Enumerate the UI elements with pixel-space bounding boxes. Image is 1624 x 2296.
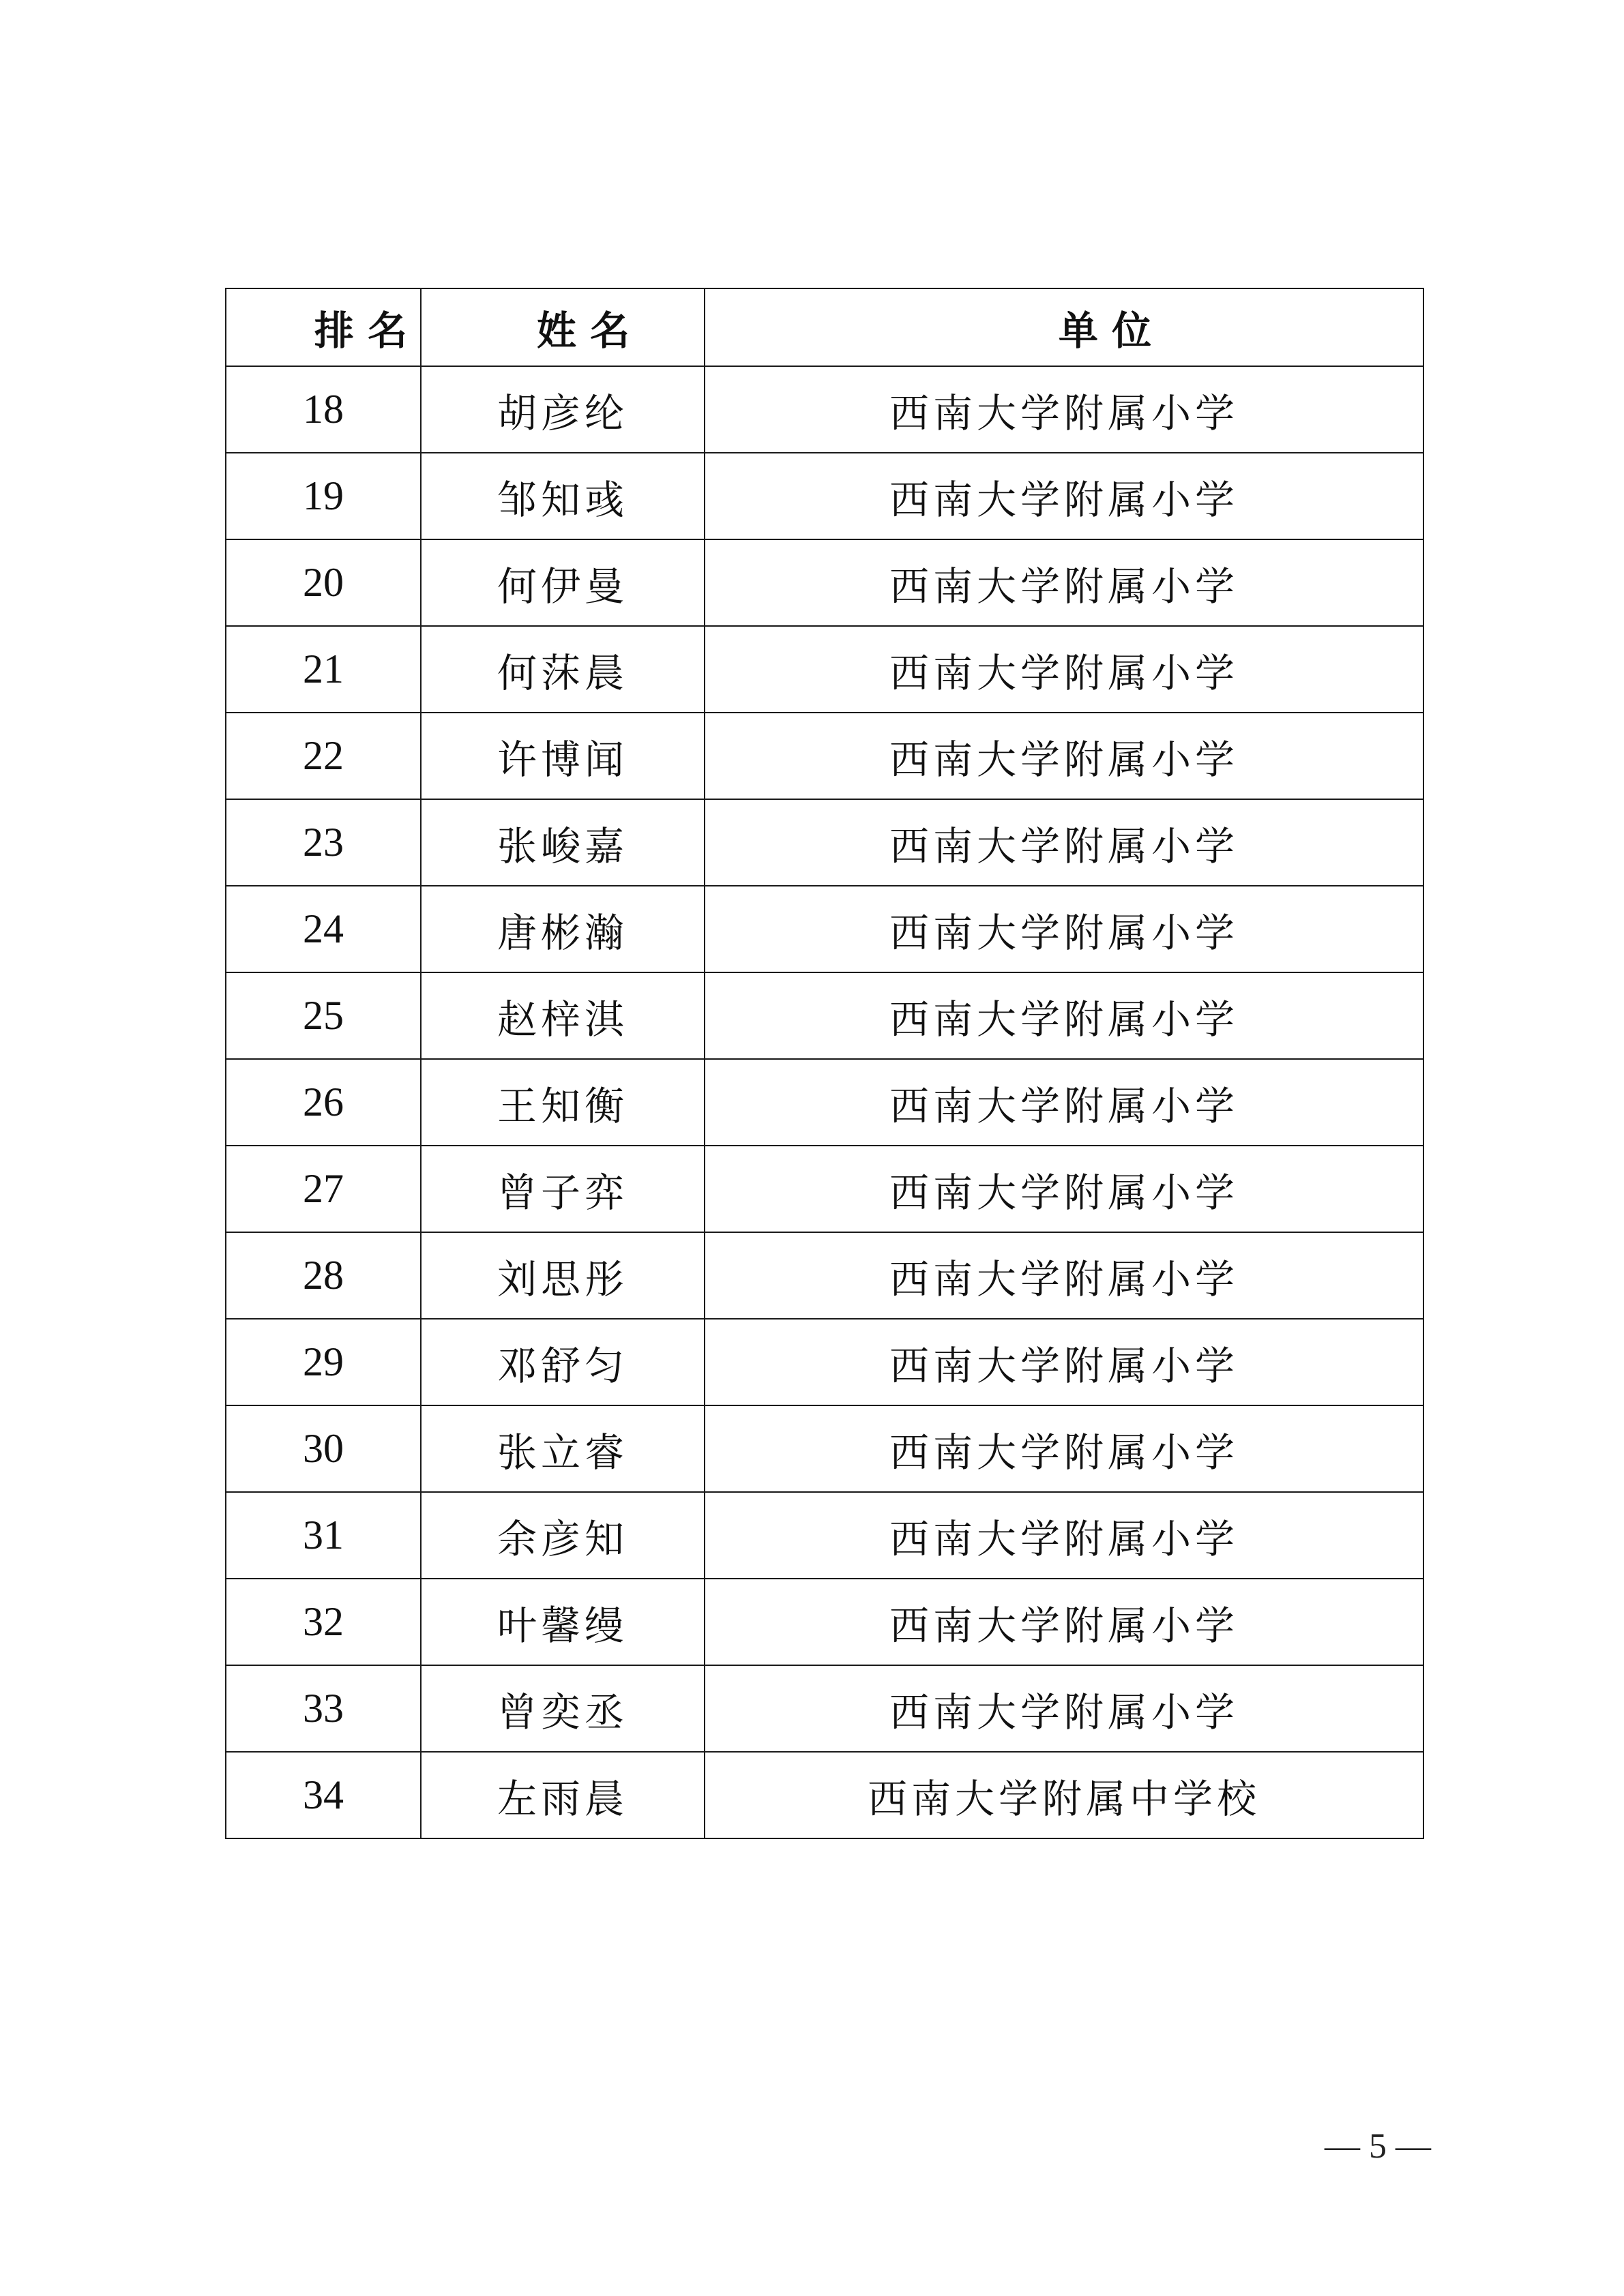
- rank-cell: 31: [226, 1492, 421, 1579]
- name-cell: 刘思彤: [421, 1232, 705, 1319]
- rank-cell: 19: [226, 453, 421, 539]
- rank-cell: 22: [226, 713, 421, 799]
- name-cell: 曾子弈: [421, 1146, 705, 1232]
- rank-cell: 32: [226, 1579, 421, 1665]
- name-cell: 张峻嘉: [421, 799, 705, 886]
- unit-cell: 西南大学附属小学: [705, 972, 1423, 1059]
- table-body: [226, 366, 1423, 1838]
- rank-cell: 25: [226, 972, 421, 1059]
- ranking-table: [225, 288, 1424, 1839]
- rank-cell: 18: [226, 366, 421, 453]
- name-cell: 张立睿: [421, 1405, 705, 1492]
- unit-cell: 西南大学附属小学: [705, 1492, 1423, 1579]
- table-row: [226, 539, 1423, 626]
- rank-cell: 33: [226, 1665, 421, 1752]
- rank-cell: 28: [226, 1232, 421, 1319]
- name-cell: 左雨晨: [421, 1752, 705, 1838]
- unit-cell: 西南大学附属小学: [705, 626, 1423, 713]
- rank-cell: 34: [226, 1752, 421, 1838]
- table-header-row: [226, 288, 1423, 366]
- header-rank: 排 名: [226, 288, 421, 366]
- header-name: 姓 名: [421, 288, 705, 366]
- table-row: [226, 626, 1423, 713]
- unit-cell: 西南大学附属小学: [705, 539, 1423, 626]
- name-cell: 许博闻: [421, 713, 705, 799]
- unit-cell: 西南大学附属小学: [705, 1579, 1423, 1665]
- table-row: [226, 886, 1423, 972]
- rank-cell: 26: [226, 1059, 421, 1146]
- unit-cell: 西南大学附属小学: [705, 1059, 1423, 1146]
- table-row: [226, 1146, 1423, 1232]
- name-cell: 王知衡: [421, 1059, 705, 1146]
- table-row: [226, 1752, 1423, 1838]
- name-cell: 邓舒匀: [421, 1319, 705, 1405]
- unit-cell: 西南大学附属小学: [705, 453, 1423, 539]
- name-cell: 余彦知: [421, 1492, 705, 1579]
- name-cell: 胡彦纶: [421, 366, 705, 453]
- table-row: [226, 799, 1423, 886]
- unit-cell: 西南大学附属小学: [705, 1319, 1423, 1405]
- table-row: [226, 1232, 1423, 1319]
- unit-cell: 西南大学附属小学: [705, 713, 1423, 799]
- name-cell: 叶馨缦: [421, 1579, 705, 1665]
- name-cell: 赵梓淇: [421, 972, 705, 1059]
- table-row: [226, 453, 1423, 539]
- table-row: [226, 1405, 1423, 1492]
- name-cell: 何莯晨: [421, 626, 705, 713]
- name-cell: 曾奕丞: [421, 1665, 705, 1752]
- table-row: [226, 366, 1423, 453]
- rank-cell: 23: [226, 799, 421, 886]
- name-cell: 唐彬瀚: [421, 886, 705, 972]
- unit-cell: 西南大学附属小学: [705, 1232, 1423, 1319]
- unit-cell: 西南大学附属小学: [705, 1146, 1423, 1232]
- unit-cell: 西南大学附属中学校: [705, 1752, 1423, 1838]
- name-cell: 邹知彧: [421, 453, 705, 539]
- table-row: [226, 1665, 1423, 1752]
- unit-cell: 西南大学附属小学: [705, 366, 1423, 453]
- rank-cell: 21: [226, 626, 421, 713]
- unit-cell: 西南大学附属小学: [705, 886, 1423, 972]
- table-row: [226, 972, 1423, 1059]
- table-row: [226, 713, 1423, 799]
- name-cell: 何伊曼: [421, 539, 705, 626]
- table-row: [226, 1319, 1423, 1405]
- table-row: [226, 1492, 1423, 1579]
- unit-cell: 西南大学附属小学: [705, 1665, 1423, 1752]
- rank-cell: 27: [226, 1146, 421, 1232]
- unit-cell: 西南大学附属小学: [705, 799, 1423, 886]
- unit-cell: 西南大学附属小学: [705, 1405, 1423, 1492]
- page-number: — 5 —: [1325, 2127, 1431, 2166]
- rank-cell: 24: [226, 886, 421, 972]
- rank-cell: 20: [226, 539, 421, 626]
- header-unit: 单 位: [705, 288, 1423, 366]
- rank-cell: 29: [226, 1319, 421, 1405]
- rank-cell: 30: [226, 1405, 421, 1492]
- table-row: [226, 1579, 1423, 1665]
- table-row: [226, 1059, 1423, 1146]
